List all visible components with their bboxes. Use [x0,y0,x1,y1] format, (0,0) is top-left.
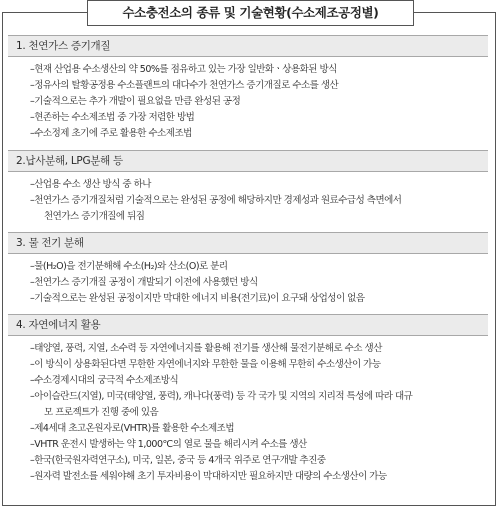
section-naphtha-lpg-cracking [8,150,488,225]
list-item: 천연가스 증기개질에 뒤짐 [44,211,145,222]
list-item: 모 프로젝트가 진행 중에 있음 [44,407,159,418]
list-item: –태양열, 풍력, 지열, 소수력 등 자연에너지를 활용해 전기를 생산해 물전기분해로 수소 생산 [30,343,382,354]
list-item: –제4세대 초고온원자로(VHTR)를 활용한 수소제조법 [30,423,234,434]
list-item: –이 방식이 상용화된다면 무한한 자연에너지와 무한한 물을 이용해 무한히 수소생산이 가능 [30,359,381,370]
section-renewable-energy [8,314,488,485]
section-natural-gas-reforming [8,35,488,142]
list-item: –아이슬란드(지열), 미국(태양열, 풍력), 캐나다(풍력) 등 각 국가 및 지역의 지리적 특성에 따라 대규 [30,391,413,402]
section-heading: 3. 물 전기 분해 [8,232,488,254]
list-item: –정유사의 탈황공정용 수소플랜트의 대다수가 천연가스 증기개질로 수소를 생산 [30,80,339,91]
list-item: –원자력 발전소를 세워야해 초기 투자비용이 막대하지만 필요하지만 대량의 수소생산이 가능 [30,471,387,482]
list-item: –물(H₂O)을 전기분해해 수소(H₂)와 산소(O)로 분리 [30,261,228,272]
item-list [8,259,488,307]
list-item: –현존하는 수소제조법 중 가장 저렴한 방법 [30,112,195,123]
section-heading: 1. 천연가스 증기개질 [8,35,488,57]
list-item: –한국(한국원자력연구소), 미국, 일본, 중국 등 4개국 위주로 연구개발 추진중 [30,455,326,466]
item-list [8,177,488,225]
list-item: –산업용 수소 생산 방식 중 하나 [30,179,151,190]
list-item: –VHTR 운전시 발생하는 약 1,000℃의 열로 물을 해리시켜 수소를 생산 [30,439,307,450]
list-item: –수소경제시대의 궁극적 수소제조방식 [30,375,179,386]
section-water-electrolysis [8,232,488,307]
list-item: –기술적으로는 완성된 공정이지만 막대한 에너지 비용(전기료)이 요구돼 상업성이 없음 [30,293,365,304]
list-item: –수소정제 초기에 주로 활용한 수소제조법 [30,128,192,139]
section-heading: 2.납사분해, LPG분해 등 [8,150,488,172]
list-item: –천연가스 증기개질 공정이 개발되기 이전에 사용했던 방식 [30,277,258,288]
item-list [8,62,488,142]
item-list [8,341,488,485]
page-title: 수소충전소의 종류 및 기술현황(수소제조공정별) [87,0,414,26]
list-item: –기술적으로는 추가 개발이 필요없을 만큼 완성된 공정 [30,96,241,107]
section-heading: 4. 자연에너지 활용 [8,314,488,336]
list-item: –천연가스 증기개질처럼 기술적으로는 완성된 공정에 해당하지만 경제성과 원료수급성 측면에서 [30,195,402,206]
list-item: –현재 산업용 수소생산의 약 50%를 점유하고 있는 가장 일반화ㆍ상용화된 방식 [30,64,337,75]
